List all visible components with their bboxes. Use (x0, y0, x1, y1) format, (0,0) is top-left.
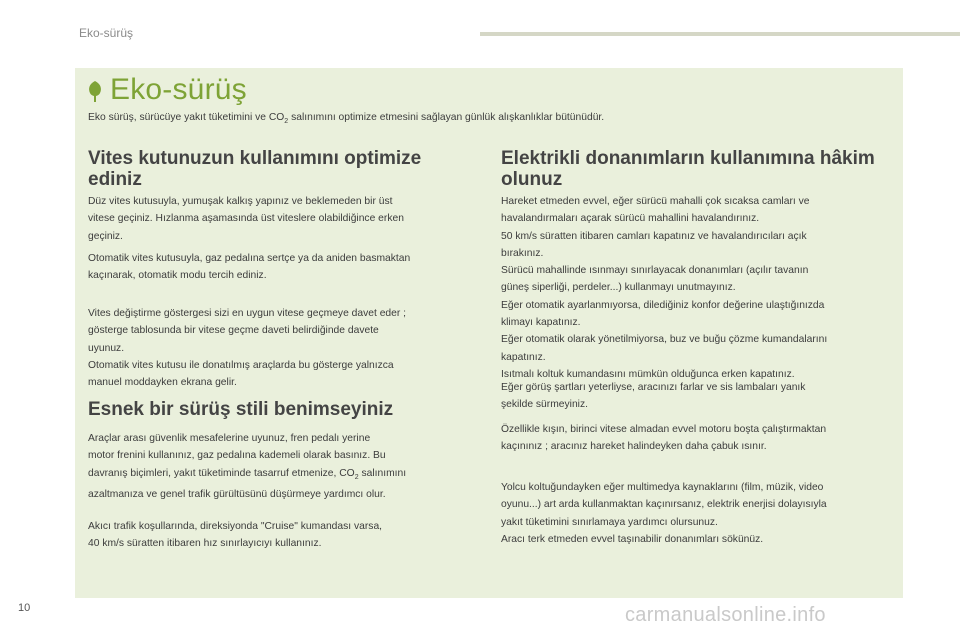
text-line: Araçlar arası güvenlik mesafelerine uyunuz, fren pedalı yerine (88, 433, 371, 444)
text-line: vitese geçiniz. Hızlanma aşamasında üst viteslere olabildiğince erken (88, 213, 404, 225)
text-line: geçiniz. (88, 230, 123, 242)
right-paragraph-1 (501, 193, 901, 383)
text-line: Yolcu koltuğundayken eğer multimedya kaynaklarını (film, müzik, video (501, 482, 824, 493)
header-title: Eko-sürüş (79, 26, 134, 40)
page-number: 10 (18, 602, 31, 614)
text-line: Isıtmalı koltuk kumandasını mümkün olduğunca erken kapatınız. (501, 368, 795, 380)
text-line: oyunu...) art arda kullanmaktan kaçınırsanız, elektrik enerjisi dolayısıyla (501, 499, 827, 511)
text-line: Otomatik vites kutusuyla, gaz pedalına sertçe ya da aniden basmaktan (88, 253, 411, 264)
watermark: carmanualsonline.info (625, 604, 826, 626)
text-line: Özellikle kışın, birinci vitese almadan evvel motoru boşta çalıştırmaktan (501, 424, 827, 435)
right-paragraph-3 (501, 421, 901, 456)
right-heading (501, 148, 896, 190)
left-paragraph-2 (88, 250, 483, 285)
text-line: 40 km/s süratten itibaren hız sınırlayıcıyı kullanınız. (88, 538, 322, 550)
text-line: klimayı kapatınız. (501, 317, 581, 329)
left-paragraph-3 (88, 305, 483, 391)
left-paragraph-5 (88, 518, 483, 553)
text-line: bırakınız. (501, 247, 544, 259)
text-line: motor frenini kullanınız, gaz pedalına kademeli olarak basınız. Bu (88, 450, 386, 462)
intro-before: Eko sürüş, sürücüye yakıt tüketimini ve CO (88, 112, 285, 123)
text-line: Otomatik vites kutusu ile donatılmış araçlarda bu gösterge yalnızca (88, 359, 394, 371)
text-line: yakıt tüketimini sınırlamaya yardımcı olursunuz. (501, 516, 718, 528)
left-paragraph-4 (88, 430, 483, 503)
text-line: Hareket etmeden evvel, eğer sürücü mahalli çok sıcaksa camları ve (501, 196, 810, 207)
text-line: kaçınınız ; aracınız hareket halindeyken daha çabuk ısınır. (501, 441, 767, 453)
text-line: Vites değiştirme göstergesi sizi en uygun vitese geçmeye davet eder ; (88, 308, 407, 319)
text-line: havalandırmaları açarak sürücü mahallini havalandırınız. (501, 213, 760, 225)
left-heading-1 (88, 148, 483, 190)
text-line: gösterge tablosunda bir vitese geçme daveti belirdiğinde davete (88, 325, 379, 337)
text-line: davranış biçimleri, yakıt tüketiminde tasarruf etmenize, CO (88, 467, 355, 479)
left-heading-1-line2: ediniz (88, 169, 142, 190)
intro-sub: 2 (284, 118, 289, 126)
text-line: Eğer görüş şartları yeterliyse, aracınızı farlar ve sis lambaları yanık (501, 382, 806, 393)
right-paragraph-4 (501, 479, 901, 548)
text-line: manuel moddayken ekrana gelir. (88, 377, 237, 389)
section-title: Eko-sürüş (110, 73, 247, 106)
text-line: 50 km/s süratten itibaren camları kapatınız ve havalandırıcıları açık (501, 230, 807, 242)
text-line: kapatınız. (501, 351, 546, 363)
intro-text (88, 112, 604, 125)
text-line: uyunuz. (88, 342, 125, 354)
text-line: Akıcı trafik koşullarında, direksiyonda "Cruise" kumandası varsa, (88, 521, 383, 532)
co2-subscript: 2 (354, 473, 359, 481)
left-heading-1-line1: Vites kutunuzun kullanımını optimize (88, 148, 422, 169)
right-heading-line1: Elektrikli donanımların kullanımına hâkim (501, 148, 875, 169)
text-line: Düz vites kutusuyla, yumuşak kalkış yapınız ve beklemeden bir üst (88, 196, 393, 207)
text-line: salınımını (358, 467, 407, 479)
right-paragraph-2 (501, 379, 901, 414)
text-line: Sürücü mahallinde ısınmayı sınırlayacak donanımları (açılır tavanın (501, 265, 809, 277)
text-line: Aracı terk etmeden evvel taşınabilir donanımları sökünüz. (501, 533, 764, 545)
right-heading-line2: olunuz (501, 169, 563, 190)
tree-icon (86, 80, 104, 104)
left-paragraph-1 (88, 193, 483, 245)
text-line: Eğer otomatik olarak yönetilmiyorsa, buz ve buğu çözme kumandalarını (501, 334, 828, 346)
header-rule (480, 32, 960, 36)
intro-after: salınımını optimize etmesini sağlayan günlük alışkanlıklar bütünüdür. (288, 112, 605, 123)
text-line: kaçınarak, otomatik modu tercih ediniz. (88, 270, 267, 282)
text-line: azaltmanıza ve genel trafik gürültüsünü düşürmeye yardımcı olur. (88, 488, 386, 500)
text-line: şekilde sürmeyiniz. (501, 399, 588, 411)
text-line: Eğer otomatik ayarlanmıyorsa, dilediğiniz konfor değerine ulaştığınızda (501, 299, 825, 311)
left-heading-2: Esnek bir sürüş stili benimseyiniz (88, 399, 394, 420)
text-line: güneş siperliği, perdeler...) kullanmayı unutmayınız. (501, 282, 736, 294)
